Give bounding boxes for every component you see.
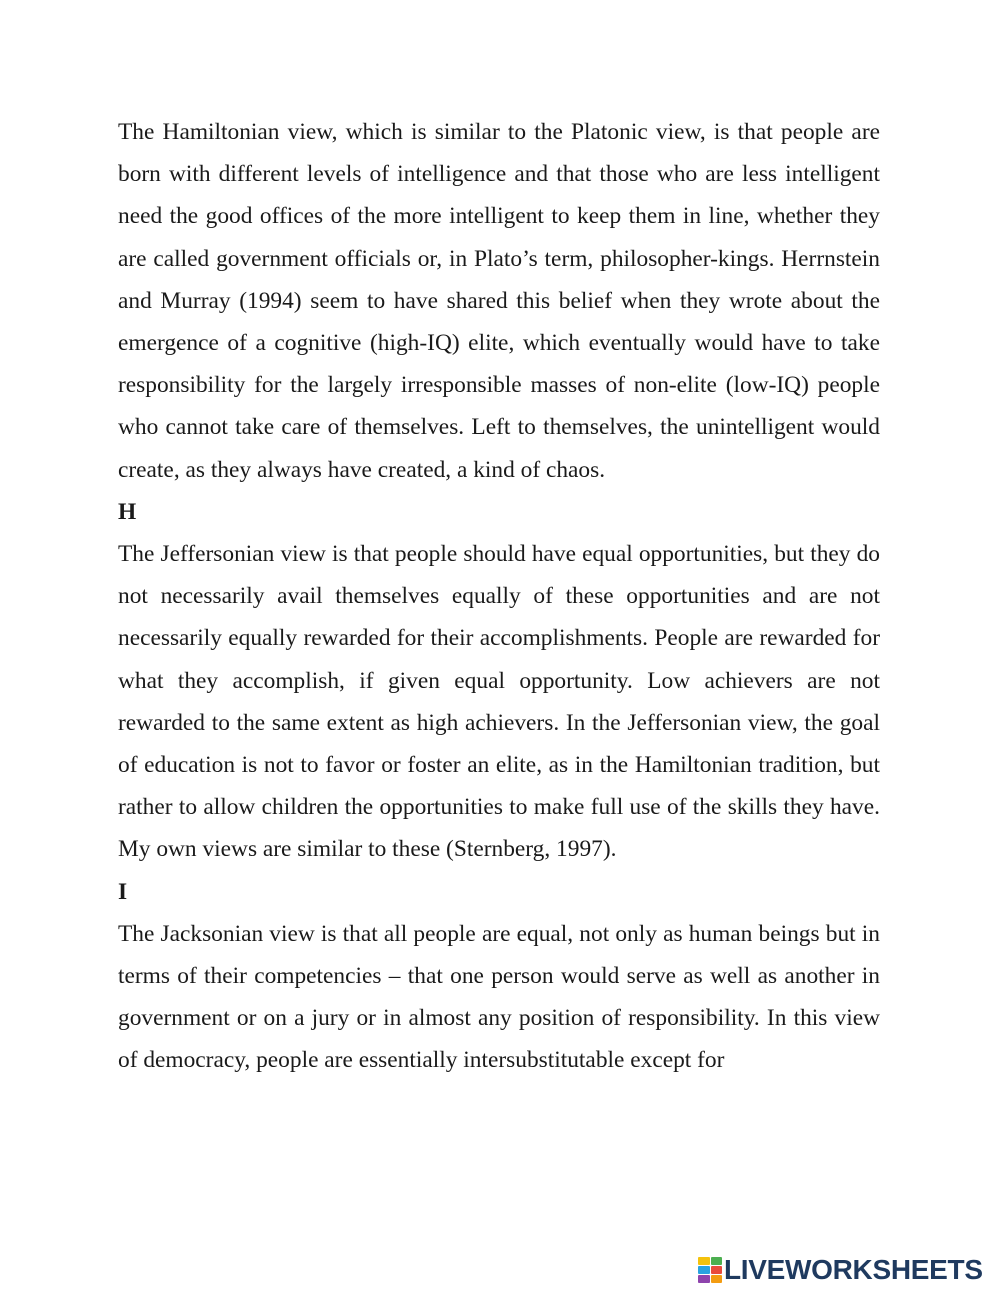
liveworksheets-logo-icon — [698, 1257, 722, 1284]
document-body — [118, 111, 880, 1082]
liveworksheets-branding — [698, 1254, 983, 1286]
paragraph-jacksonian-view: The Jacksonian view is that all people are equal, not only as human beings but in terms of their competencies – that one person would serve as well as another in government or on a jury or in almost any position of responsibility. In this view of democracy, people are essentially intersubstitutable except for — [118, 920, 880, 1074]
brand-name: LIVEWORKSHEETS — [724, 1254, 983, 1285]
section-letter-i: I — [118, 878, 128, 905]
section-letter-h: H — [118, 498, 137, 525]
paragraph-hamiltonian-view: The Hamiltonian view, which is similar to the Platonic view, is that people are born with different levels of intelligence and that those who are less intelligent need the good offices of the more intelligent to keep them in line, whether they are called government officials or, in Plato’s term, philosopher-kings. Herrnstein and Murray (1994) seem to have shared this belief when they wrote about the emergence of a cognitive (high-IQ) elite, which eventually would have to take responsibility for the largely irresponsible masses of non-elite (low-IQ) people who cannot take care of themselves. Left to themselves, the unintelligent would create, as they always have created, a kind of chaos. — [118, 119, 880, 483]
paragraph-jeffersonian-view: The Jeffersonian view is that people should have equal opportunities, but they do not necessarily avail themselves equally of these opportunities and are not necessarily equally rewarded for their accomplishments. People are rewarded for what they accomplish, if given equal opportunity. Low achievers are not rewarded to the same extent as high achievers. In the Jeffersonian view, the goal of education is not to favor or foster an elite, as in the Hamiltonian tradition, but rather to allow children the opportunities to make full use of the skills they have. My own views are similar to these (Sternberg, 1997). — [118, 541, 880, 863]
